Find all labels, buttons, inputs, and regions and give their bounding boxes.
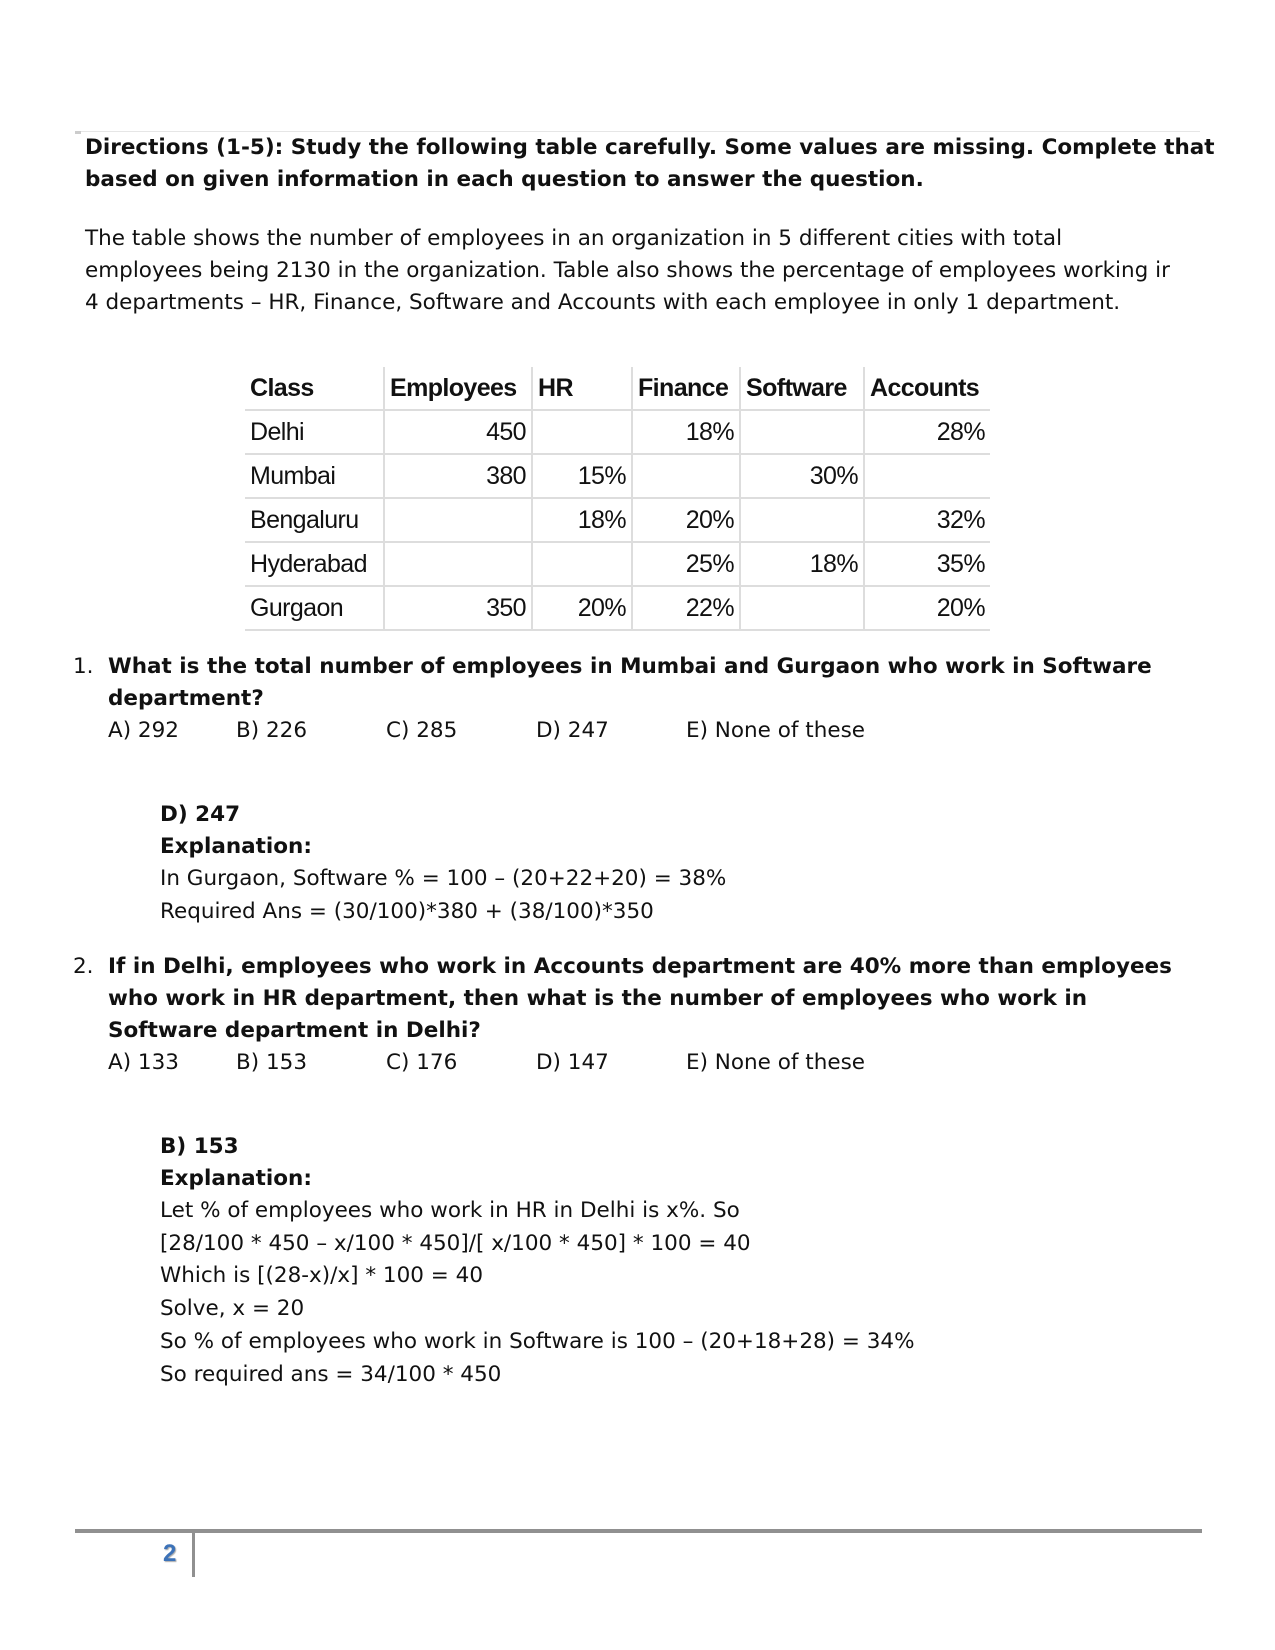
value-cell: 32% bbox=[864, 498, 990, 542]
explanation-line: Let % of employees who work in HR in Delhi is x%. So bbox=[160, 1198, 740, 1223]
question-number: 1. bbox=[73, 654, 94, 679]
header-hr: HR bbox=[532, 367, 632, 410]
explanation-line: So % of employees who work in Software is 100 – (20+18+28) = 34% bbox=[160, 1328, 915, 1354]
value-cell: 450 bbox=[384, 410, 532, 454]
city-cell: Delhi bbox=[245, 410, 384, 454]
value-cell: 20% bbox=[532, 586, 632, 630]
city-cell: Gurgaon bbox=[245, 586, 384, 630]
employee-table bbox=[245, 367, 990, 631]
value-cell: 20% bbox=[632, 498, 740, 542]
city-cell: Bengaluru bbox=[245, 498, 384, 542]
value-cell bbox=[384, 542, 532, 586]
question-text: Software department in Delhi? bbox=[108, 1018, 481, 1043]
value-cell: 30% bbox=[740, 454, 864, 498]
value-cell: 380 bbox=[384, 454, 532, 498]
explanation-line: [28/100 * 450 – x/100 * 450]/[ x/100 * 450] * 100 = 40 bbox=[160, 1230, 751, 1256]
page-number: 2 bbox=[163, 1540, 177, 1567]
city-cell: Hyderabad bbox=[245, 542, 384, 586]
value-cell: 15% bbox=[532, 454, 632, 498]
question-text: If in Delhi, employees who work in Accounts department are 40% more than employees bbox=[108, 954, 1172, 979]
header-software: Software bbox=[740, 367, 864, 410]
answer-option: E) None of these bbox=[686, 718, 866, 743]
value-cell bbox=[632, 454, 740, 498]
answer-option: B) 153 bbox=[236, 1050, 308, 1075]
value-cell: 35% bbox=[864, 542, 990, 586]
value-cell bbox=[532, 542, 632, 586]
explanation-label: Explanation: bbox=[160, 834, 312, 859]
question-text: who work in HR department, then what is the number of employees who work in bbox=[108, 986, 1088, 1011]
answer-option: A) 292 bbox=[108, 718, 179, 743]
intro-line: employees being 2130 in the organization. Table also shows the percentage of employees working ir bbox=[85, 258, 1170, 283]
explanation-line: Solve, x = 20 bbox=[160, 1296, 305, 1322]
value-cell: 18% bbox=[740, 542, 864, 586]
directions-line: Directions (1-5): Study the following table carefully. Some values are missing. Complete that bbox=[85, 135, 1215, 160]
value-cell: 350 bbox=[384, 586, 532, 630]
question-text: What is the total number of employees in Mumbai and Gurgaon who work in Software bbox=[108, 654, 1152, 679]
header-accounts: Accounts bbox=[864, 367, 990, 410]
explanation-line: Required Ans = (30/100)*380 + (38/100)*350 bbox=[160, 898, 654, 924]
header-employees: Employees bbox=[384, 367, 532, 410]
explanation-line: Which is [(28-x)/x] * 100 = 40 bbox=[160, 1263, 484, 1289]
table-row bbox=[245, 454, 990, 498]
correct-answer: D) 247 bbox=[160, 802, 241, 827]
answer-option: E) None of these bbox=[686, 1050, 866, 1075]
value-cell bbox=[740, 410, 864, 454]
explanation-line: So required ans = 34/100 * 450 bbox=[160, 1361, 502, 1387]
explanation-line: In Gurgaon, Software % = 100 – (20+22+20) = 38% bbox=[160, 866, 727, 891]
table-row bbox=[245, 542, 990, 586]
question-text: department? bbox=[108, 686, 264, 711]
table-row bbox=[245, 410, 990, 454]
value-cell bbox=[740, 498, 864, 542]
header-class: Class bbox=[245, 367, 384, 410]
answer-option: C) 176 bbox=[386, 1050, 458, 1075]
explanation-label: Explanation: bbox=[160, 1166, 312, 1191]
table-header-row bbox=[245, 367, 990, 410]
correct-answer: B) 153 bbox=[160, 1134, 239, 1159]
value-cell bbox=[384, 498, 532, 542]
table-row bbox=[245, 586, 990, 630]
city-cell: Mumbai bbox=[245, 454, 384, 498]
answer-option: C) 285 bbox=[386, 718, 458, 743]
value-cell bbox=[864, 454, 990, 498]
intro-line: 4 departments – HR, Finance, Software and Accounts with each employee in only 1 department. bbox=[85, 290, 1121, 315]
intro-line: The table shows the number of employees in an organization in 5 different cities with total bbox=[85, 226, 1063, 251]
value-cell: 18% bbox=[632, 410, 740, 454]
header-finance: Finance bbox=[632, 367, 740, 410]
value-cell bbox=[532, 410, 632, 454]
value-cell: 20% bbox=[864, 586, 990, 630]
directions-line: based on given information in each question to answer the question. bbox=[85, 167, 924, 192]
footer-rule bbox=[75, 1529, 1202, 1533]
table-row bbox=[245, 498, 990, 542]
footer-divider bbox=[192, 1533, 195, 1577]
value-cell: 28% bbox=[864, 410, 990, 454]
value-cell: 18% bbox=[532, 498, 632, 542]
answer-option: D) 147 bbox=[536, 1050, 609, 1075]
answer-option: D) 247 bbox=[536, 718, 609, 743]
answer-option: A) 133 bbox=[108, 1050, 179, 1075]
value-cell: 25% bbox=[632, 542, 740, 586]
value-cell: 22% bbox=[632, 586, 740, 630]
answer-option: B) 226 bbox=[236, 718, 308, 743]
value-cell bbox=[740, 586, 864, 630]
question-number: 2. bbox=[73, 954, 94, 979]
